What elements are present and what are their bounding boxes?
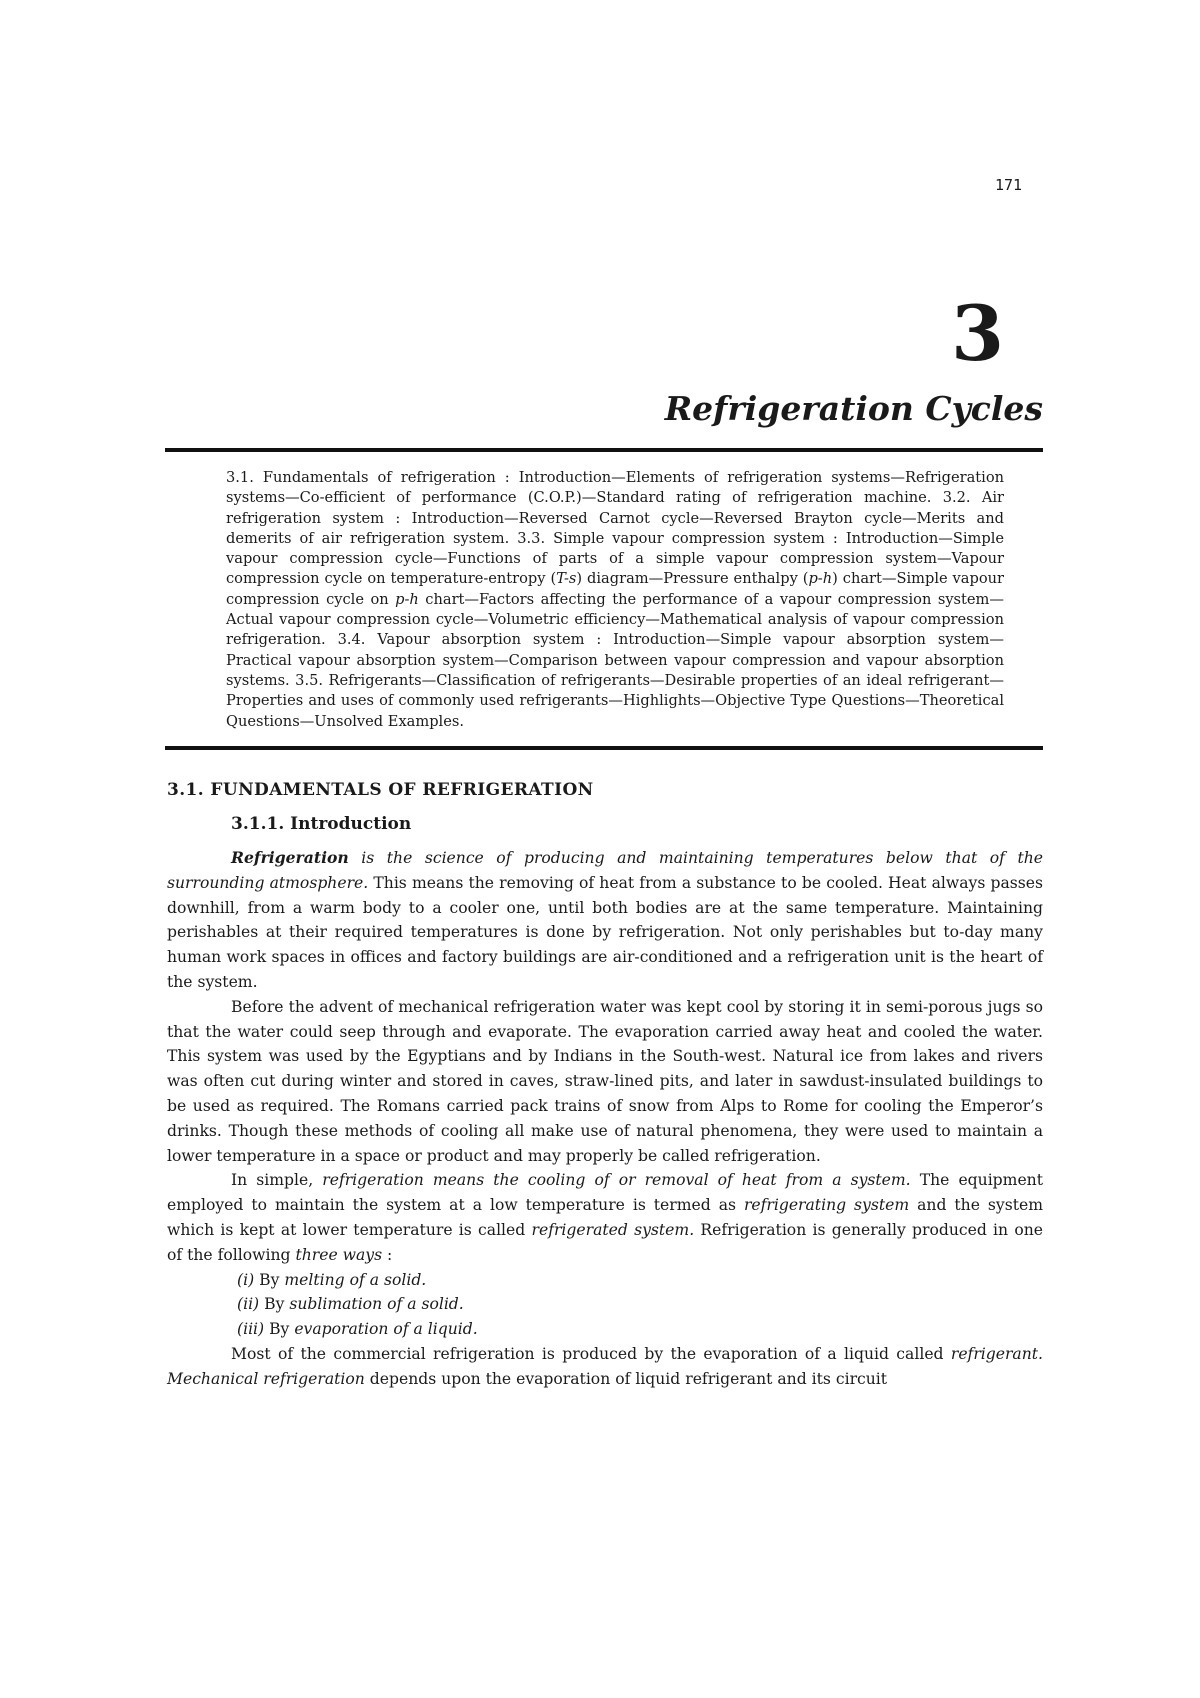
paragraph-text: Refrigeration is generally produced in one of the following — [167, 1220, 1043, 1264]
bottom-rule — [165, 746, 1043, 750]
contents-ts: T-s — [556, 570, 577, 588]
list-item — [167, 1317, 1043, 1342]
paragraph: Before the advent of mechanical refrigeration water was kept cool by storing it in semi-porous jugs so that the water could seep through and evaporate. The evaporation carried away heat and cooled the water. This system was used by the Egyptians and by Indians in the South-west. Natural ice from lakes and rivers was often cut during winter and stored in caves, straw-lined pits, and later in sawdust-insulated buildings to be used as required. The Romans carried pack trains of snow from Alps to Rome for cooling the Emperor’s drinks. Though these methods of cooling all make use of natural phenomena, they were used to maintain a lower temperature in a space or product and may properly be called refrigeration. — [167, 997, 1043, 1165]
emphasis: Mechanical refrigeration — [167, 1369, 365, 1388]
list-item — [167, 1292, 1043, 1317]
list-number: (ii) — [237, 1295, 260, 1314]
list-emphasis: melting of a solid. — [284, 1270, 427, 1289]
list-item — [167, 1268, 1043, 1293]
chapter-number: 3 — [951, 289, 1004, 378]
list-text: By — [264, 1320, 295, 1339]
paragraph — [167, 1168, 1043, 1267]
list-number: (i) — [237, 1270, 255, 1289]
paragraph-text: Most of the commercial refrigeration is produced by the evaporation of a liquid called — [231, 1344, 951, 1363]
definition: is the science of producing and maintaining temperatures below that of the surrounding atmosphere. — [167, 849, 1043, 892]
paragraph-text: and the system which is kept at lower temperature is called — [167, 1196, 1043, 1239]
contents-ph: p-h — [808, 570, 833, 588]
subsection-heading: 3.1.1. Introduction — [231, 814, 412, 834]
paragraph-text: depends upon the evaporation of liquid refrigerant and its circuit — [364, 1369, 888, 1388]
contents-text: 3.1. Fundamentals of refrigeration : Introduction—Elements of refrigeration systems—Refrigeration systems—Co-efficient of performance (C.O.P.)—Standard rating of refrigeration machine. 3.2. Air refrigeration system : Introduction—Reversed Carnot cycle—Reversed Brayton cycle—Merits and demerits of air refrigeration system. 3.3. Simple vapour compression system : Introduction—Simple vapour compression cycle—Functions of parts of a simple vapour compression system—Vapour compression cycle on temperature-entropy ( — [226, 469, 1004, 588]
list-text: By — [254, 1270, 285, 1289]
top-rule — [165, 448, 1043, 452]
list-text: By — [259, 1295, 290, 1314]
contents-text: ) diagram—Pressure enthalpy ( — [576, 570, 809, 588]
paragraph-text: : — [382, 1245, 393, 1264]
paragraph — [167, 846, 1043, 995]
emphasis: refrigeration means the cooling of or removal of heat from a system. — [322, 1171, 911, 1190]
contents-ph: p-h — [395, 590, 419, 608]
contents-text: ) chart—Simple vapour compression cycle on — [226, 570, 1005, 608]
paragraph-text: This means the removing of heat from a substance to be cooled. Heat always passes downhill, from a warm body to a cooler one, until both bodies are at the same temperature. Maintaining perishables at their required temperatures is done by refrigeration. Not only perishables but to-day many human work spaces in offices and factory buildings are air-conditioned and a refrigeration unit is the heart of the system. — [167, 873, 1044, 991]
emphasis: refrigerant. — [950, 1344, 1043, 1363]
contents-text: chart—Factors affecting the performance of a vapour compression system—Actual vapour compression cycle—Volumetric efficiency—Mathematical analysis of vapour compression refrigeration. 3.4. Vapour absorption system : Introduction—Simple vapour absorption system—Practical vapour absorption system—Comparison between vapour compression and vapour absorption systems. 3.5. Refrigerants—Classification of refrigerants—Desirable properties of an ideal refrigerant—Properties and uses of commonly used refrigerants—Highlights—Objective Type Questions—Theoretical Questions—Unsolved Examples. — [226, 590, 1004, 730]
paragraph-text: The equipment employed to maintain the system at a low temperature is termed as — [167, 1171, 1043, 1215]
chapter-contents — [226, 468, 1004, 732]
list-emphasis: evaporation of a liquid. — [294, 1320, 478, 1339]
section-heading: 3.1. FUNDAMENTALS OF REFRIGERATION — [167, 780, 594, 800]
page-number: 171 — [995, 176, 1023, 194]
chapter-title: Refrigeration Cycles — [664, 389, 1043, 428]
list-number: (iii) — [237, 1320, 265, 1339]
paragraph — [167, 1342, 1043, 1392]
emphasis: refrigerated system. — [531, 1220, 695, 1239]
list-emphasis: sublimation of a solid. — [289, 1295, 464, 1314]
paragraph-text: In simple, — [231, 1171, 323, 1190]
term-refrigeration: Refrigeration — [231, 848, 349, 867]
body-text — [167, 846, 1043, 1392]
emphasis: three ways — [295, 1245, 383, 1264]
emphasis: refrigerating system — [743, 1196, 910, 1215]
